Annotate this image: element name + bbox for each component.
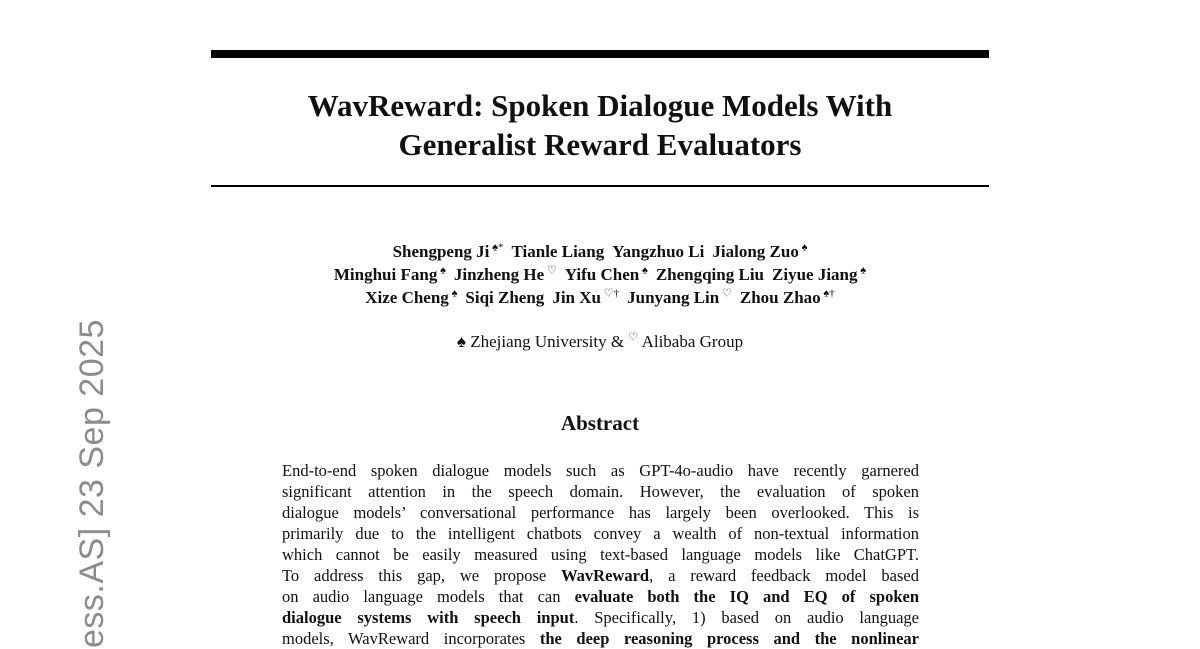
author-affiliation-mark: ♠ xyxy=(437,264,446,277)
abstract-line xyxy=(282,481,919,502)
author-affiliation-mark: ♠ xyxy=(857,264,867,277)
author-affiliation-mark: ♡ xyxy=(719,287,732,300)
abstract-text: , a reward feedback model based xyxy=(649,566,919,585)
author-name: Shengpeng Ji xyxy=(392,242,490,261)
author-name: Ziyue Jiang xyxy=(772,265,858,284)
abstract-text: End-to-end spoken dialogue models such as GPT-4o-audio have recently garnered xyxy=(282,461,919,480)
abstract-text: dialogue models’ conversational performance has largely been overlooked. This is xyxy=(282,503,919,522)
author-affiliation-mark: ♠* xyxy=(489,241,504,254)
author-name: Zhou Zhao xyxy=(739,288,821,307)
author-affiliation-mark: ♠† xyxy=(820,287,835,300)
author-name: Jin Xu xyxy=(552,288,601,307)
author xyxy=(465,286,544,309)
abstract-line xyxy=(282,565,919,586)
title-line-2: Generalist Reward Evaluators xyxy=(398,127,802,162)
author xyxy=(772,263,866,286)
abstract-text: . Specifically, 1) based on audio language xyxy=(574,608,919,627)
abstract-text: To address this gap, we propose xyxy=(282,566,562,585)
author-affiliation-mark: ♠ xyxy=(798,241,808,254)
abstract-text: which cannot be easily measured using text-based language models like ChatGPT. xyxy=(282,545,919,564)
author xyxy=(627,286,732,309)
author-name: Siqi Zheng xyxy=(465,288,545,307)
author-name: Jinzheng He xyxy=(453,265,545,284)
author-affiliation-mark: ♡† xyxy=(600,287,620,300)
title-line-1: WavReward: Spoken Dialogue Models With xyxy=(307,88,893,123)
title-bottom-rule xyxy=(211,185,989,187)
author-line xyxy=(211,240,989,263)
author xyxy=(656,263,764,286)
author xyxy=(612,240,704,263)
abstract-body xyxy=(282,460,919,649)
paper-title xyxy=(211,86,989,164)
author-name: Minghui Fang xyxy=(333,265,438,284)
abstract-line xyxy=(282,607,919,628)
affil-mark-spade: ♠ xyxy=(456,332,466,351)
author-name: Junyang Lin xyxy=(627,288,720,307)
abstract-bold-text: dialogue systems with speech input xyxy=(282,608,575,627)
affil-alibaba: Alibaba Group xyxy=(641,332,744,351)
arxiv-side-stamp: ess.AS] 23 Sep 2025 xyxy=(73,319,111,648)
abstract-bold-text: WavReward xyxy=(561,566,650,585)
author xyxy=(740,286,835,309)
author xyxy=(512,240,605,263)
abstract-line xyxy=(282,523,919,544)
author-name: Yifu Chen xyxy=(564,265,640,284)
author-list xyxy=(211,240,989,309)
author-name: Xize Cheng xyxy=(365,288,449,307)
author-name: Tianle Liang xyxy=(511,242,605,261)
author-line xyxy=(211,263,989,286)
author xyxy=(565,263,648,286)
author-affiliation-mark: ♠ xyxy=(639,264,648,277)
author xyxy=(334,263,446,286)
abstract-bold-text: the deep reasoning process and the nonlinear xyxy=(539,629,919,648)
author xyxy=(365,286,457,309)
author-affiliation-mark: ♠ xyxy=(448,287,458,300)
abstract-text: primarily due to the intelligent chatbots convey a wealth of non-textual information xyxy=(282,524,919,543)
author xyxy=(712,240,807,263)
author xyxy=(454,263,557,286)
author xyxy=(552,286,619,309)
author-name: Jialong Zuo xyxy=(712,242,799,261)
affil-amp: & xyxy=(610,332,625,351)
abstract-line xyxy=(282,544,919,565)
author-name: Zhengqing Liu xyxy=(655,265,765,284)
author-line xyxy=(211,286,989,309)
abstract-text: significant attention in the speech domain. However, the evaluation of spoken xyxy=(282,482,919,501)
abstract-line xyxy=(282,586,919,607)
affil-zhejiang: Zhejiang University xyxy=(470,332,607,351)
abstract-bold-text: evaluate both the IQ and EQ of spoken xyxy=(574,587,920,606)
author xyxy=(393,240,504,263)
affiliations xyxy=(211,331,989,353)
title-top-rule xyxy=(211,50,989,58)
abstract-line xyxy=(282,502,919,523)
abstract-heading: Abstract xyxy=(560,411,640,435)
abstract-line xyxy=(282,460,919,481)
author-affiliation-mark: ♡ xyxy=(544,264,557,277)
abstract-text: on audio language models that can xyxy=(282,587,575,606)
abstract-text: models, WavReward incorporates xyxy=(282,629,540,648)
author-name: Yangzhuo Li xyxy=(612,242,705,261)
abstract-line xyxy=(282,628,919,649)
affil-mark-heart: ♡ xyxy=(628,331,639,344)
